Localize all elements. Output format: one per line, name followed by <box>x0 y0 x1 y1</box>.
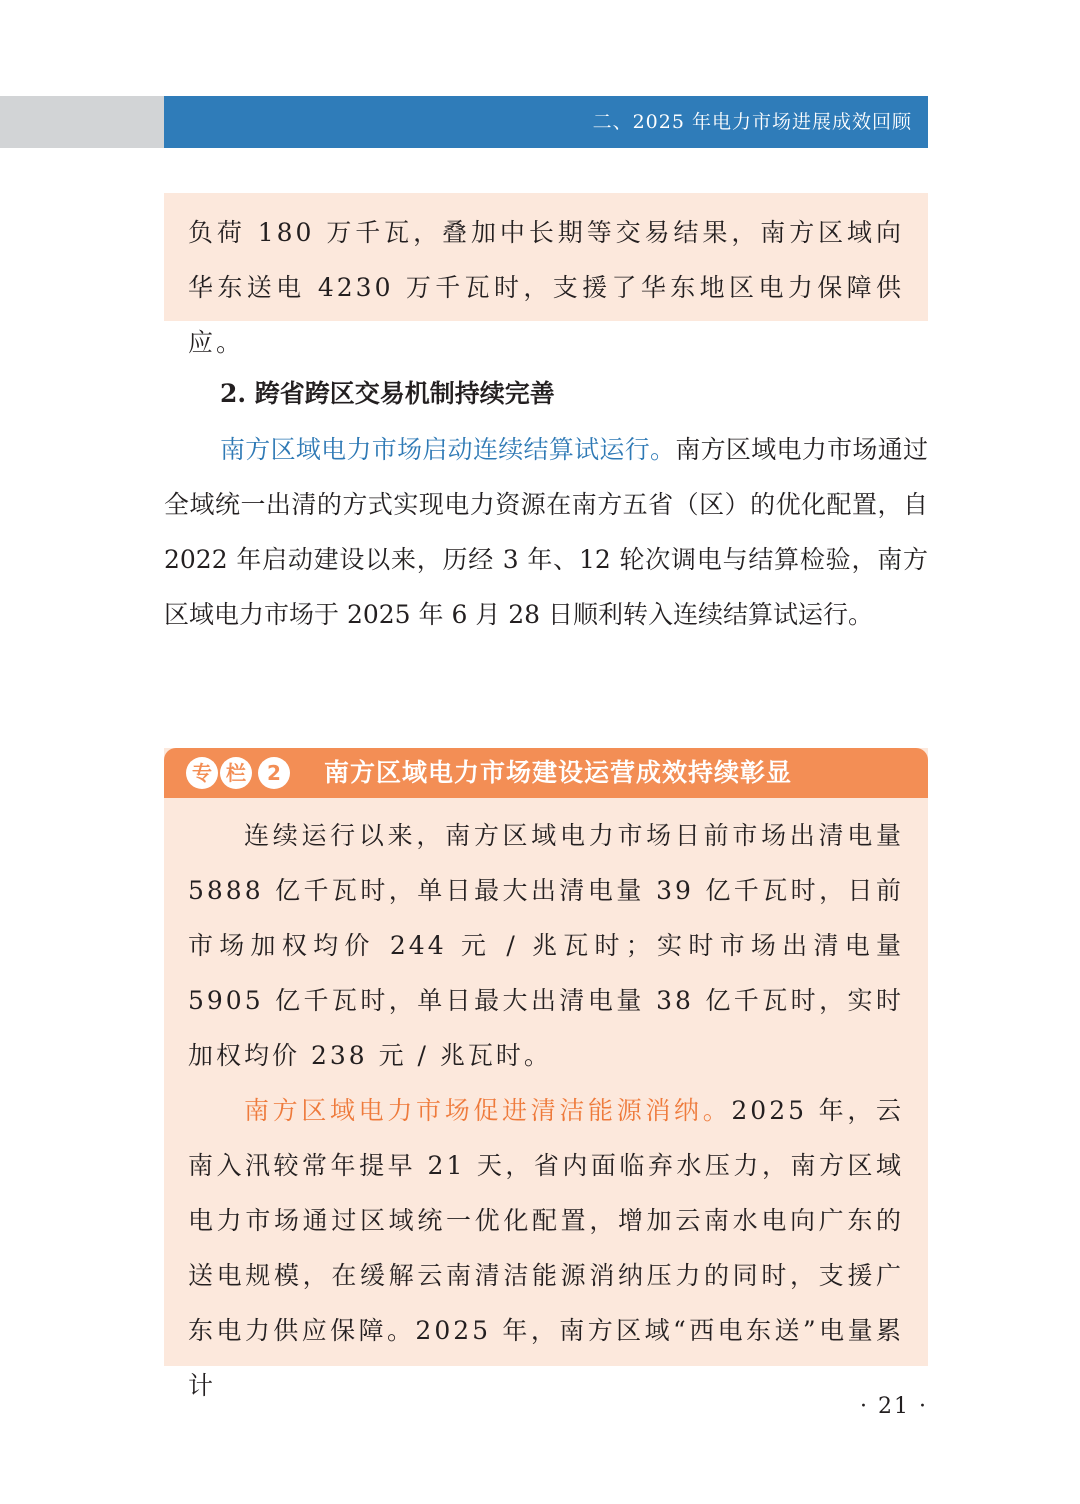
column-paragraph-2 <box>188 1083 904 1413</box>
header-gray-bar <box>0 96 164 148</box>
continuation-box <box>164 193 928 357</box>
column-tag-char-2: 栏 <box>220 757 252 789</box>
section-lead-sentence: 南方区域电力市场启动连续结算试运行。 <box>220 435 676 464</box>
continuation-text: 负荷 180 万千瓦，叠加中长期等交易结果，南方区域向华东送电 4230 万千瓦时，支援了华东地区电力保障供应。 <box>188 218 904 357</box>
column-paragraph-1: 连续运行以来，南方区域电力市场日前市场出清电量 5888 亿千瓦时，单日最大出清电量 39 亿千瓦时，日前市场加权均价 244 元 / 兆瓦时；实时市场出清电量 5905 亿千瓦时，单日最大出清电量 38 亿千瓦时，实时加权均价 238 元 / 兆瓦时。 <box>188 821 904 1070</box>
column-box <box>164 748 928 1400</box>
section-body-text: 南方区域电力市场通过全域统一出清的方式实现电力资源在南方五省（区）的优化配置，自 2022 年启动建设以来，历经 3 年、12 轮次调电与结算检验，南方区域电力市场于 2025 年 6 月 28 日顺利转入连续结算试运行。 <box>164 435 928 629</box>
chapter-header: 二、2025 年电力市场进展成效回顾 <box>164 96 928 148</box>
column-paragraph-2-lead: 南方区域电力市场促进清洁能源消纳。 <box>244 1096 732 1125</box>
column-tag <box>186 757 290 789</box>
page-number: · 21 · <box>860 1394 928 1419</box>
column-title: 南方区域电力市场建设运营成效持续彰显 <box>324 758 793 787</box>
column-paragraph-2-body: 2025 年，云南入汛较常年提早 21 天，省内面临弃水压力，南方区域电力市场通过区域统一优化配置，增加云南水电向广东的送电规模，在缓解云南清洁能源消纳压力的同时，支援广东电力供应保障。2025 年，南方区域“西电东送”电量累计 <box>188 1096 904 1400</box>
section-paragraph <box>164 422 928 642</box>
column-tag-number: 2 <box>258 757 290 789</box>
column-tag-char-1: 专 <box>186 757 218 789</box>
section-heading: 2. 跨省跨区交易机制持续完善 <box>220 379 555 408</box>
column-body <box>188 808 904 1413</box>
column-title-bar <box>164 748 928 798</box>
